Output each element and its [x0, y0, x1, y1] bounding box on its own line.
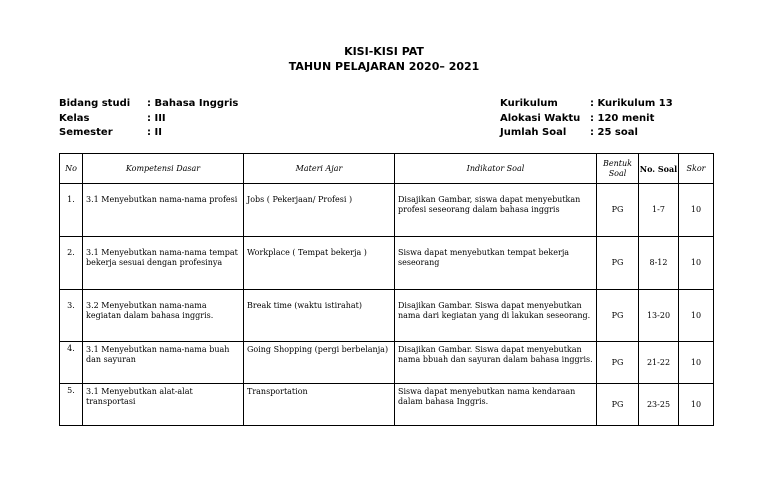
- cell-kompetensi-dasar: 3.1 Menyebutkan alat-alat transportasi: [83, 384, 244, 426]
- cell-skor: 10: [679, 237, 714, 290]
- cell-skor: 10: [679, 342, 714, 384]
- cell-indikator-soal: Disajikan Gambar, siswa dapat menyebutkan profesi seseorang dalam bahasa inggris: [395, 184, 597, 237]
- cell-indikator-soal: Siswa dapat menyebutkan tempat bekerja seseorang: [395, 237, 597, 290]
- cell-no-soal: 1-7: [639, 184, 679, 237]
- cell-bentuk-soal: PG: [597, 384, 639, 426]
- header-indikator-soal: Indikator Soal: [395, 154, 597, 184]
- meta-value: : Kurikulum 13: [590, 98, 673, 109]
- table-row: [60, 384, 714, 426]
- document-title: KISI-KISI PAT: [344, 45, 424, 58]
- cell-no-soal: 23-25: [639, 384, 679, 426]
- cell-bentuk-soal: PG: [597, 342, 639, 384]
- table-row: [60, 342, 714, 384]
- table-row: [60, 237, 714, 290]
- meta-value: : III: [147, 112, 166, 124]
- meta-value: : Bahasa Inggris: [147, 98, 239, 109]
- cell-no-soal: 13-20: [639, 290, 679, 342]
- cell-no: 4.: [60, 342, 83, 384]
- kisi-kisi-table: [59, 153, 714, 426]
- header-materi-ajar: Materi Ajar: [244, 154, 395, 184]
- meta-label: Alokasi Waktu: [500, 112, 581, 124]
- header-no-soal: No. Soal: [639, 154, 679, 184]
- meta-left: [59, 97, 238, 141]
- meta-row-kurikulum: [500, 97, 673, 112]
- meta-label: Kurikulum: [500, 98, 558, 109]
- meta-right: [500, 97, 673, 141]
- cell-kompetensi-dasar: 3.2 Menyebutkan nama-nama kegiatan dalam bahasa inggris.: [83, 290, 244, 342]
- meta-row-bidang-studi: [59, 97, 238, 112]
- cell-indikator-soal: Siswa dapat menyebutkan nama kendaraan dalam bahasa Inggris.: [395, 384, 597, 426]
- meta-row-semester: [59, 126, 238, 141]
- document-subtitle: TAHUN PELAJARAN 2020– 2021: [288, 60, 480, 73]
- cell-no: 3.: [60, 290, 83, 342]
- cell-no: 5.: [60, 384, 83, 426]
- cell-bentuk-soal: PG: [597, 237, 639, 290]
- meta-value: : II: [147, 127, 162, 138]
- table-row: [60, 184, 714, 237]
- header-kompetensi-dasar: Kompetensi Dasar: [83, 154, 244, 184]
- cell-materi-ajar: Workplace ( Tempat bekerja ): [244, 237, 395, 290]
- cell-skor: 10: [679, 384, 714, 426]
- cell-kompetensi-dasar: 3.1 Menyebutkan nama-nama buah dan sayuran: [83, 342, 244, 384]
- table-header-row: [60, 154, 714, 184]
- cell-no-soal: 21-22: [639, 342, 679, 384]
- header-skor: Skor: [679, 154, 714, 184]
- header-bentuk-soal: Bentuk Soal: [597, 154, 639, 184]
- header-no: No: [60, 154, 83, 184]
- cell-skor: 10: [679, 184, 714, 237]
- cell-indikator-soal: Disajikan Gambar. Siswa dapat menyebutkan nama bbuah dan sayuran dalam bahasa inggris.: [395, 342, 597, 384]
- cell-kompetensi-dasar: 3.1 Menyebutkan nama-nama tempat bekerja sesuai dengan profesinya: [83, 237, 244, 290]
- meta-value: : 25 soal: [590, 127, 638, 138]
- meta-row-kelas: [59, 112, 238, 127]
- cell-materi-ajar: Break time (waktu istirahat): [244, 290, 395, 342]
- cell-materi-ajar: Going Shopping (pergi berbelanja): [244, 342, 395, 384]
- meta-row-jumlah-soal: [500, 126, 673, 141]
- meta-label: Jumlah Soal: [500, 127, 567, 138]
- cell-kompetensi-dasar: 3.1 Menyebutkan nama-nama profesi: [83, 184, 244, 237]
- cell-materi-ajar: Jobs ( Pekerjaan/ Profesi ): [244, 184, 395, 237]
- meta-label: Semester: [59, 127, 113, 138]
- cell-bentuk-soal: PG: [597, 290, 639, 342]
- cell-skor: 10: [679, 290, 714, 342]
- cell-indikator-soal: Disajikan Gambar. Siswa dapat menyebutkan nama dari kegiatan yang di lakukan seseorang.: [395, 290, 597, 342]
- cell-no-soal: 8-12: [639, 237, 679, 290]
- cell-no: 1.: [60, 184, 83, 237]
- cell-bentuk-soal: PG: [597, 184, 639, 237]
- table-row: [60, 290, 714, 342]
- cell-no: 2.: [60, 237, 83, 290]
- meta-label: Bidang studi: [59, 98, 131, 109]
- cell-materi-ajar: Transportation: [244, 384, 395, 426]
- meta-label: Kelas: [59, 112, 90, 124]
- meta-value: : 120 menit: [590, 112, 655, 124]
- meta-row-alokasi-waktu: [500, 112, 673, 127]
